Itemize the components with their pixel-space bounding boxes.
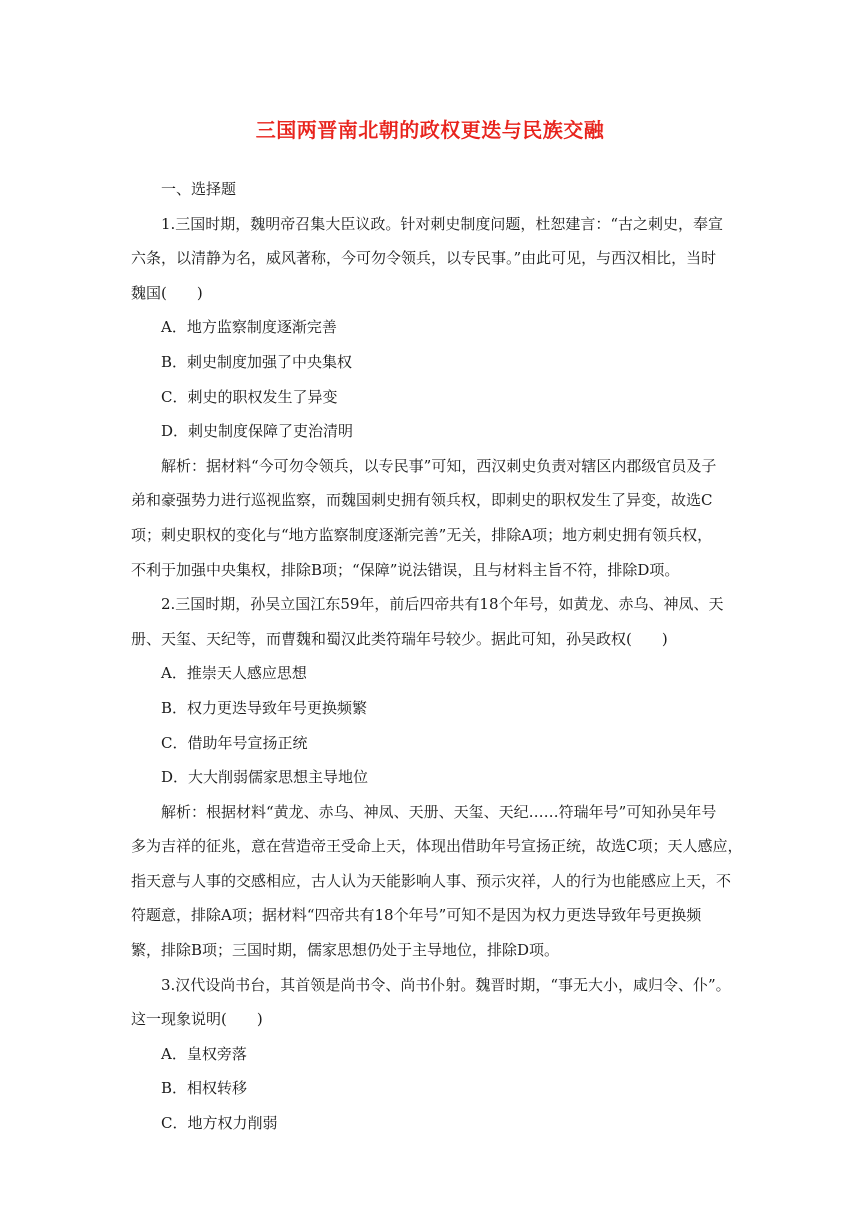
question-2-option-c: C．借助年号宣扬正统 <box>161 733 308 752</box>
question-2-option-d: D．大大削弱儒家思想主导地位 <box>161 768 369 787</box>
question-2-option-b: B．权力更迭导致年号更换频繁 <box>161 698 368 717</box>
question-2-option-a: A．推崇天人感应思想 <box>161 664 307 683</box>
question-3-option-a: A．皇权旁落 <box>161 1044 247 1063</box>
question-2-analysis-line-3: 指天意与人事的交感相应，古人认为天能影响人事、预示灾祥，人的行为也能感应上天，不 <box>131 871 732 890</box>
question-1-option-b: B．刺史制度加强了中央集权 <box>161 352 353 371</box>
question-1-stem-line-3: 魏国( ) <box>131 283 203 302</box>
page-title: 三国两晋南北朝的政权更迭与民族交融 <box>255 118 605 142</box>
question-2-stem-line-2: 册、天玺、天纪等，而曹魏和蜀汉此类符瑞年号较少。据此可知，孙吴政权( ) <box>131 629 668 648</box>
question-1-stem-line-1: 1.三国时期，魏明帝召集大臣议政。针对刺史制度问题，杜恕建言：“古之刺史，奉宣 <box>161 214 723 233</box>
question-1-option-a: A．地方监察制度逐渐完善 <box>161 318 337 337</box>
section-heading: 一、选择题 <box>161 180 237 198</box>
question-1-option-c: C．刺史的职权发生了异变 <box>161 387 338 406</box>
question-2-analysis-line-5: 繁，排除B项；三国时期，儒家思想仍处于主导地位，排除D项。 <box>131 941 560 960</box>
question-3-option-c: C．地方权力削弱 <box>161 1114 278 1133</box>
question-2-analysis-line-4: 符题意，排除A项；据材料“四帝共有18个年号”可知不是因为权力更迭导致年号更换频 <box>131 906 702 925</box>
question-1-analysis-line-2: 弟和豪强势力进行巡视监察，而魏国刺史拥有领兵权，即刺史的职权发生了异变，故选C <box>131 491 713 510</box>
question-1-analysis-line-4: 不利于加强中央集权，排除B项；“保障”说法错误，且与材料主旨不符，排除D项。 <box>131 560 680 579</box>
question-3-stem-line-2: 这一现象说明( ) <box>131 1010 263 1029</box>
question-1-analysis-line-1: 解析：据材料“今可勿令领兵，以专民事”可知，西汉刺史负责对辖区内郡级官员及子 <box>161 456 717 475</box>
question-1-analysis-line-3: 项；刺史职权的变化与“地方监察制度逐渐完善”无关，排除A项；地方刺史拥有领兵权， <box>131 525 713 544</box>
question-3-option-b: B．相权转移 <box>161 1079 248 1098</box>
question-2-analysis-line-1: 解析：根据材料“黄龙、赤乌、神凤、天册、天玺、天纪……符瑞年号”可知孙吴年号 <box>161 802 717 821</box>
question-3-stem-line-1: 3.汉代设尚书台，其首领是尚书令、尚书仆射。魏晋时期，“事无大小，咸归令、仆”。 <box>161 975 731 994</box>
question-2-stem-line-1: 2.三国时期，孙吴立国江东59年，前后四帝共有18个年号，如黄龙、赤乌、神凤、天 <box>161 595 724 614</box>
document-body <box>131 172 743 1141</box>
question-2-analysis-line-2: 多为吉祥的征兆，意在营造帝王受命上天，体现出借助年号宣扬正统，故选C项；天人感应， <box>131 837 743 856</box>
question-1-stem-line-2: 六条，以清静为名，威风著称，今可勿令领兵，以专民事。”由此可见，与西汉相比，当时 <box>131 249 717 268</box>
question-1-option-d: D．刺史制度保障了吏治清明 <box>161 422 354 441</box>
